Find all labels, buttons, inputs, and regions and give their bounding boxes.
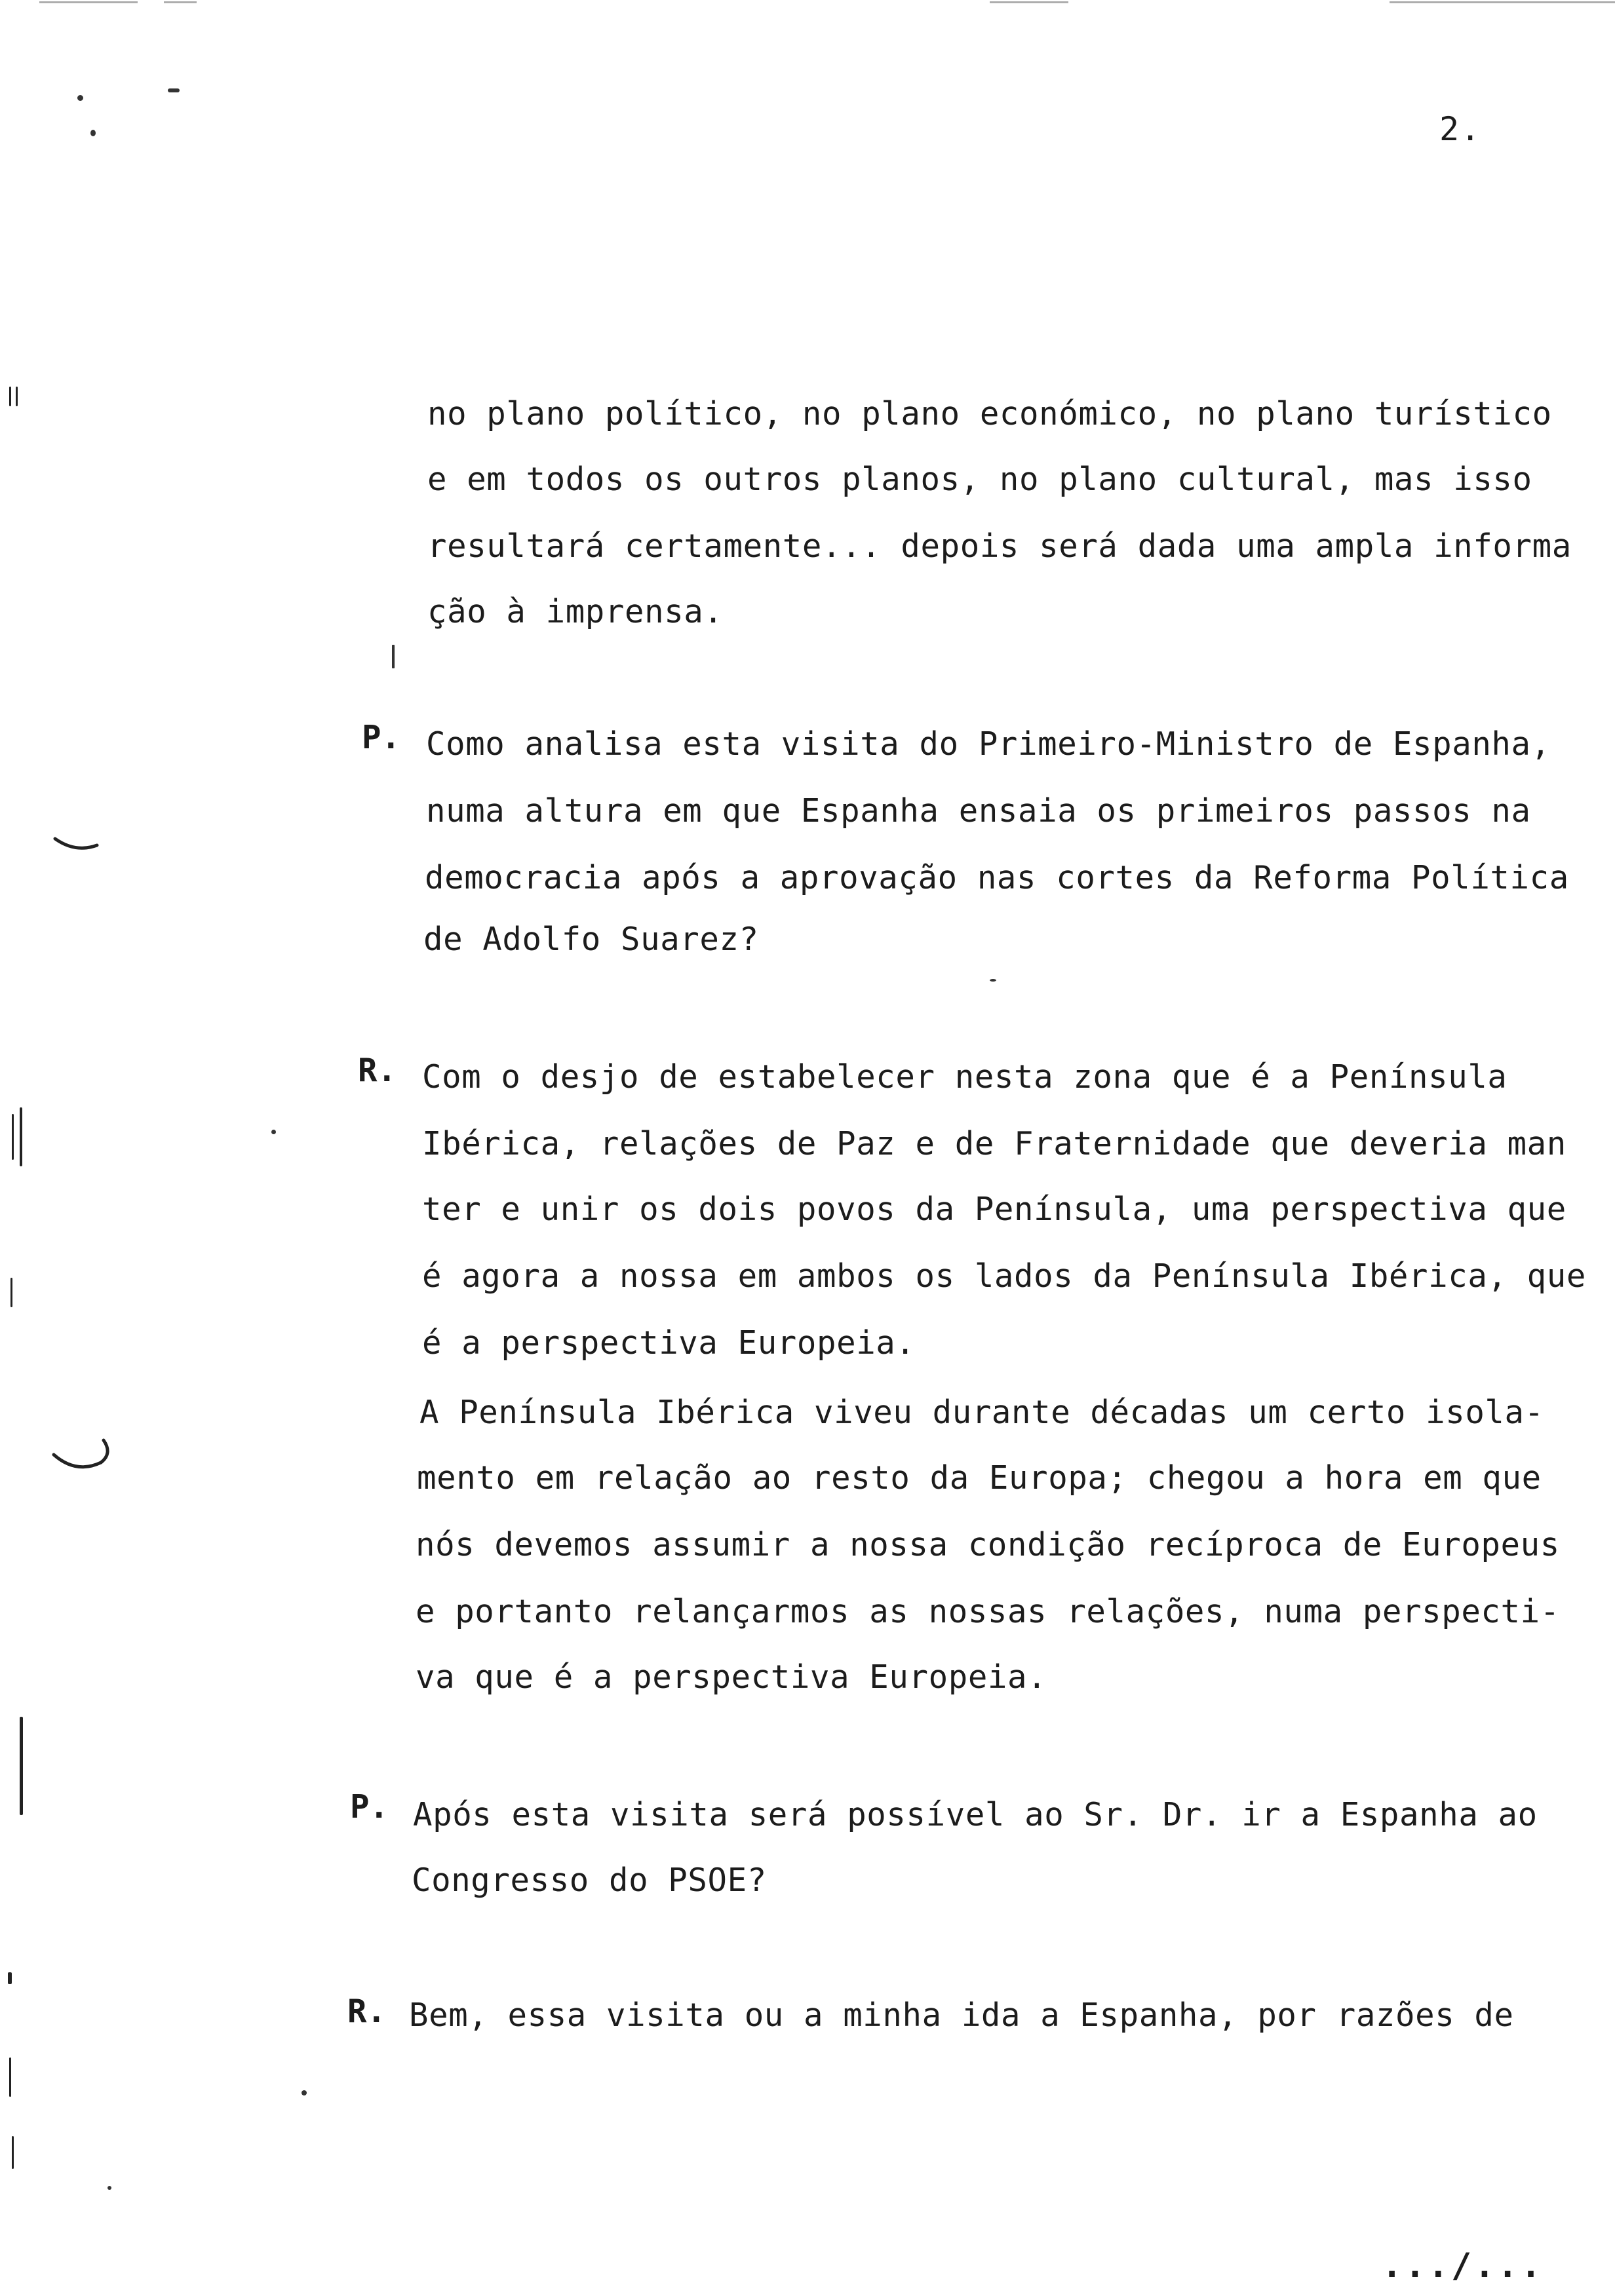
text-line: no plano político, no plano económico, no plano turístico [427,395,1552,432]
text-line: nós devemos assumir a nossa condição recíproca de Europeus [416,1526,1560,1563]
binding-mark [16,387,18,406]
page-number: 2. [1439,110,1482,148]
binding-mark [12,2136,14,2169]
text-line: Com o desjo de estabelecer nesta zona que é a Península [422,1058,1508,1096]
continuation-mark: .../... [1382,2246,1544,2286]
scan-speck [90,130,96,136]
scan-edge-line [1390,1,1615,3]
speaker-label-answer: R. [347,1993,387,2030]
text-line: Congresso do PSOE? [412,1862,767,1899]
text-line: é a perspectiva Europeia. [422,1324,916,1362]
binding-mark [12,1114,14,1160]
speaker-label-question: P. [362,719,401,756]
scan-edge-line [164,1,197,3]
binding-curve-mark [52,832,105,858]
text-line: resultará certamente... depois será dada uma ampla informa [427,527,1572,565]
scan-edge-line [39,1,138,3]
speaker-label-answer: R. [358,1052,397,1089]
text-line: numa altura em que Espanha ensaia os primeiros passos na [426,792,1531,830]
binding-mark [9,387,11,406]
scan-speck [302,2090,307,2095]
text-line: va que é a perspectiva Europeia. [416,1658,1047,1696]
binding-mark [8,1972,12,1984]
scan-speck [990,979,996,982]
binding-mark [20,1107,22,1166]
text-line: é agora a nossa em ambos os lados da Península Ibérica, que [422,1257,1586,1295]
binding-mark [9,2057,11,2097]
scan-speck [392,645,395,668]
speaker-label-question: P. [350,1788,389,1826]
binding-mark [10,1278,12,1307]
binding-mark [20,1717,23,1815]
scan-speck [77,95,83,101]
text-line: de Adolfo Suarez? [423,921,759,958]
text-line: democracia após a aprovação nas cortes da Reforma Política [425,859,1569,896]
text-line: Ibérica, relações de Paz e de Fraternidade que deveria man [422,1125,1566,1162]
text-line: ter e unir os dois povos da Península, uma perspectiva que [422,1191,1566,1228]
scan-speck [271,1130,276,1134]
text-line: A Península Ibérica viveu durante décadas um certo isola- [419,1394,1544,1431]
scan-speck [107,2186,111,2190]
text-line: mento em relação ao resto da Europa; chegou a hora em que [417,1459,1542,1497]
text-line: e portanto relançarmos as nossas relações, numa perspecti- [416,1593,1560,1630]
scan-edge-line [990,1,1068,3]
text-line: Após esta visita será possível ao Sr. Dr. ir a Espanha ao [413,1796,1538,1833]
text-line: Bem, essa visita ou a minha ida a Espanha, por razões de [409,1997,1514,2034]
text-line: e em todos os outros planos, no plano cultural, mas isso [427,461,1532,498]
binding-curve-mark [50,1428,122,1481]
scan-speck [168,88,180,92]
text-line: ção à imprensa. [427,593,724,630]
text-line: Como analisa esta visita do Primeiro-Ministro de Espanha, [426,725,1551,763]
